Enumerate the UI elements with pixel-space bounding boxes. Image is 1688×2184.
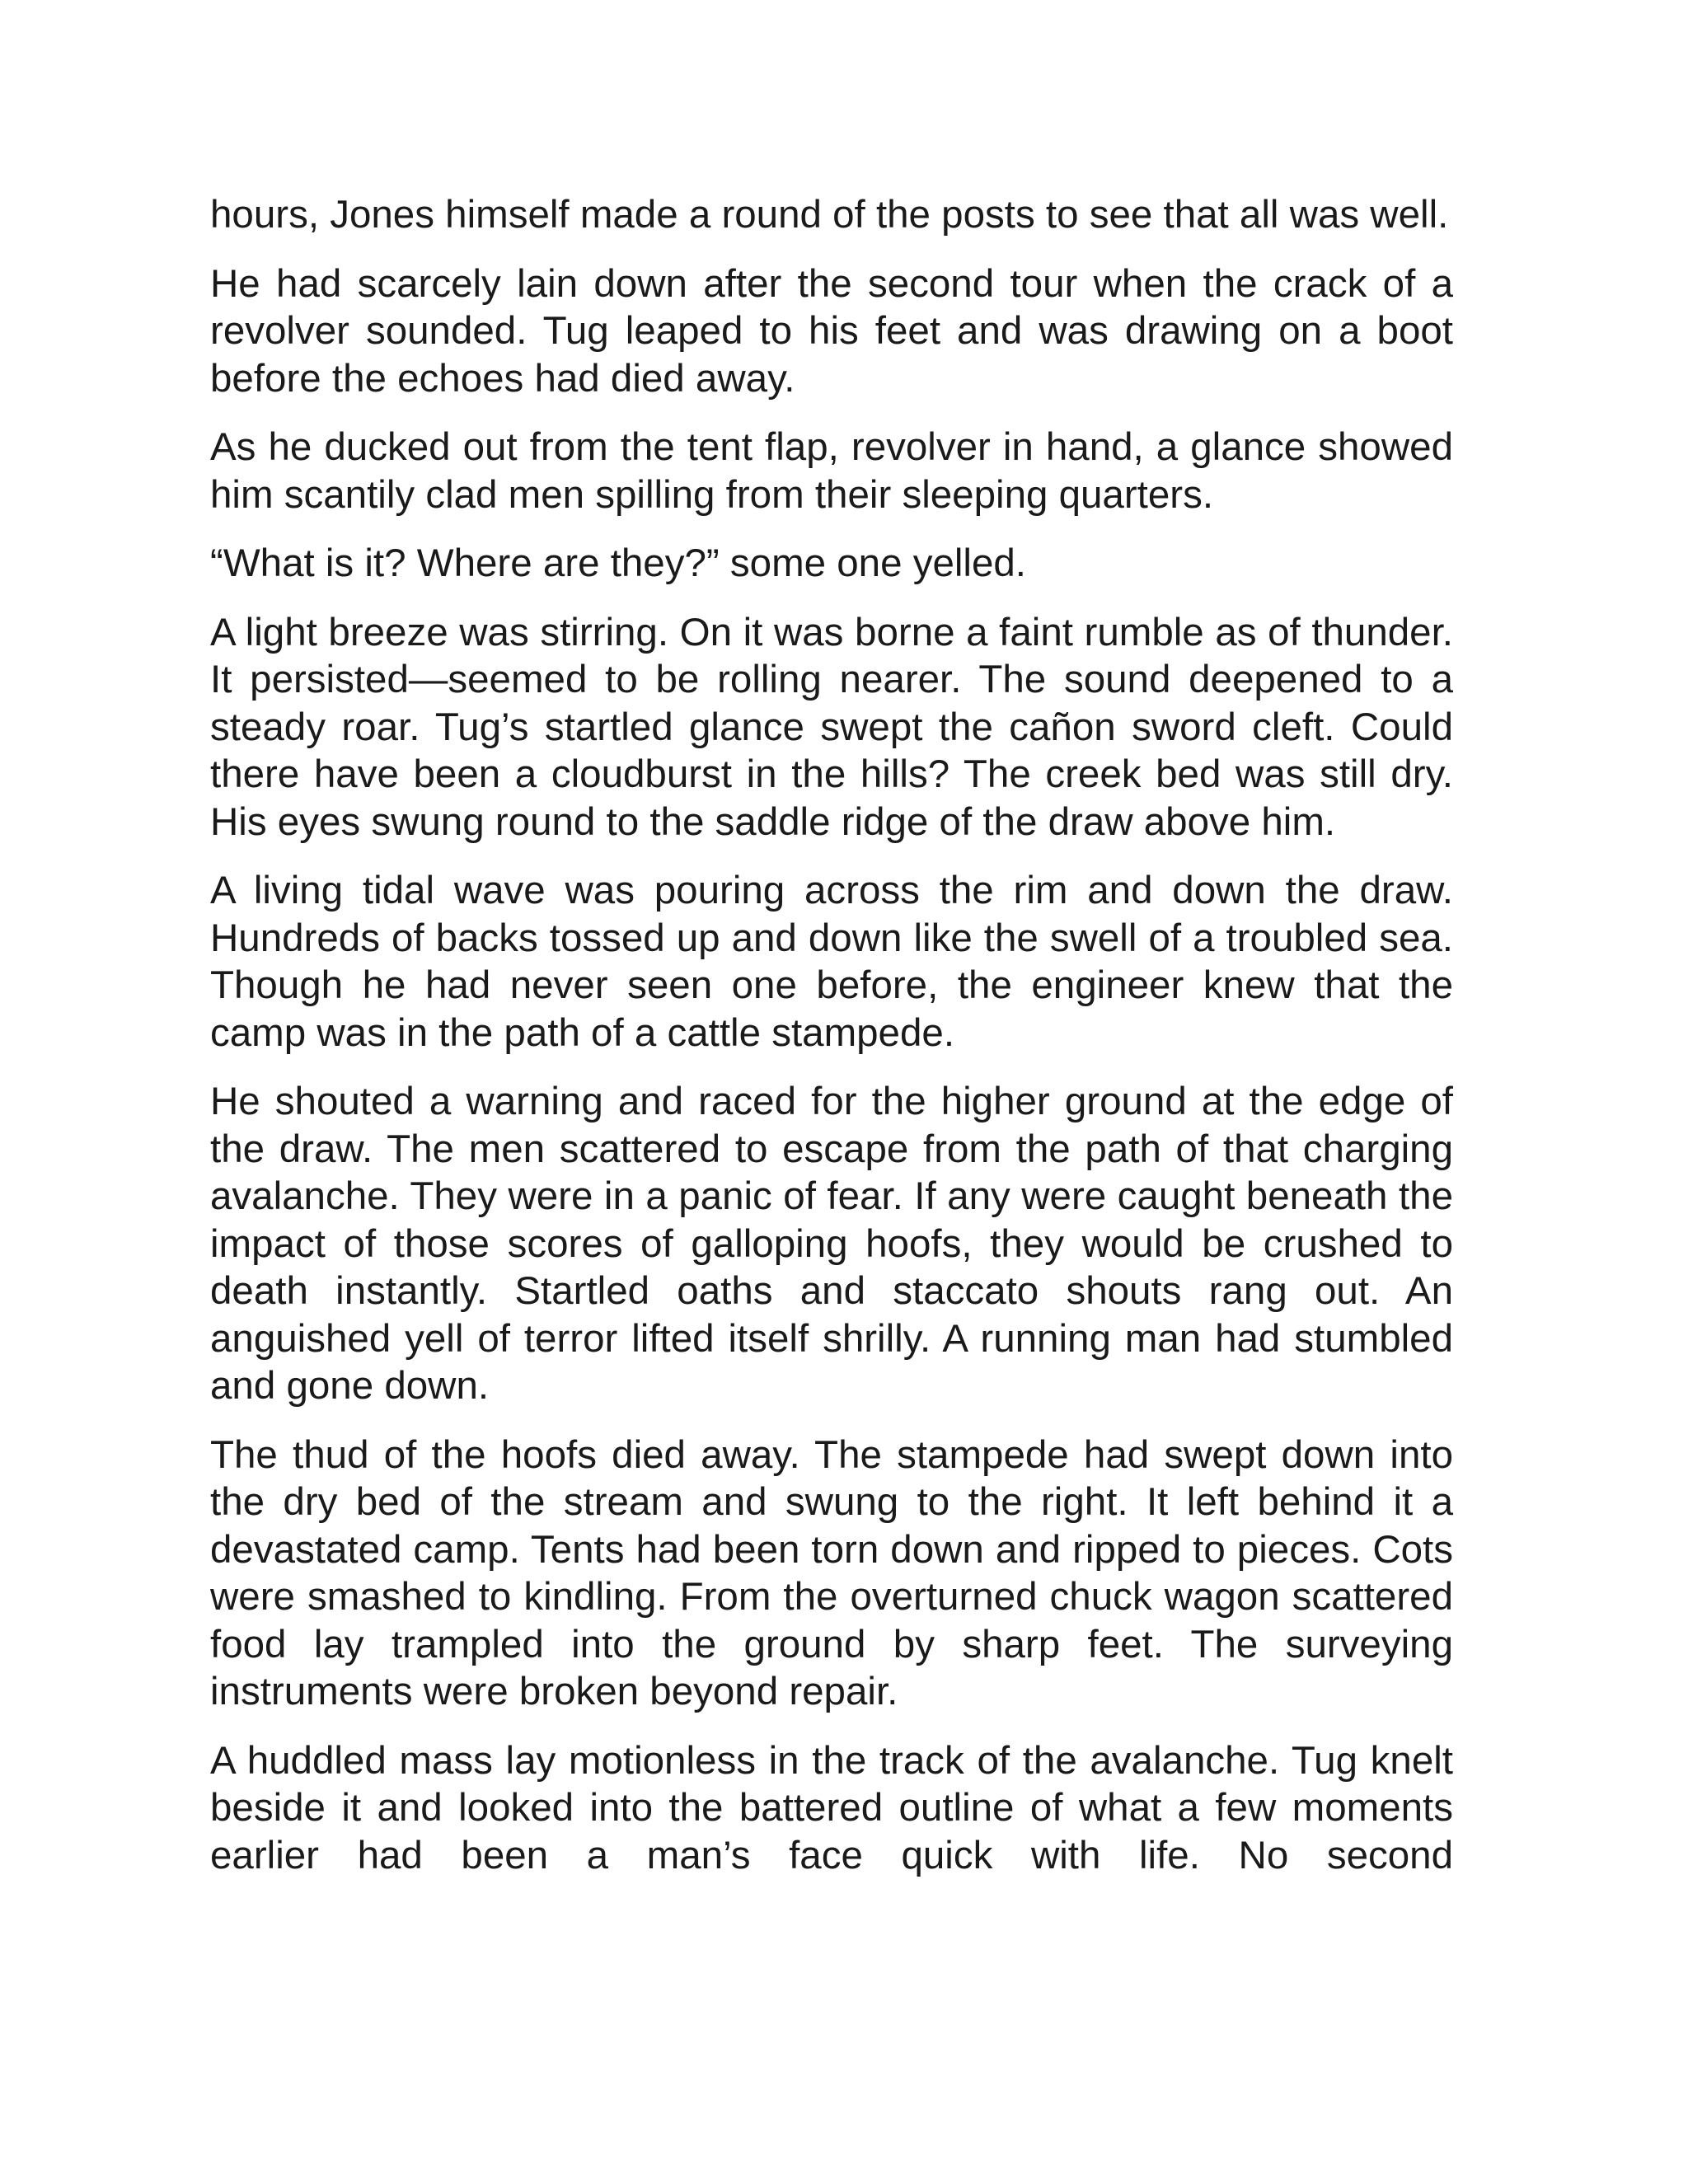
paragraph-1: hours, Jones himself made a round of the posts to see that all was well.	[210, 193, 1449, 237]
paragraph-2: He had scarcely lain down after the second tour when the crack of a revolver sounded. Tug leaped to his feet and was drawing on a boot before the echoes had died away.	[210, 261, 1453, 401]
paragraph-9: A huddled mass lay motionless in the track of the avalanche. Tug knelt beside it and looked into the battered outline of what a few moments earlier had been a man’s face quick with life. No second	[210, 1738, 1453, 1877]
paragraph-6: A living tidal wave was pouring across the rim and down the draw. Hundreds of backs tossed up and down like the swell of a troubled sea. Though he had never seen one before, the engineer knew that the camp was in the path of a cattle stampede.	[210, 869, 1453, 1055]
paragraph-5: A light breeze was stirring. On it was borne a faint rumble as of thunder. It persisted—seemed to be rolling nearer. The sound deepened to a steady roar. Tug’s startled glance swept the cañon sword cleft. Could there have been a cloudburst in the hills? The creek bed was still dry. His eyes swung round to the saddle ridge of the draw above him.	[210, 610, 1453, 844]
paragraph-8: The thud of the hoofs died away. The stampede had swept down into the dry bed of the stream and swung to the right. It left behind it a devastated camp. Tents had been torn down and ripped to pieces. Cots were smashed to kindling. From the overturned chuck wagon scattered food lay trampled into the ground by sharp feet. The surveying instruments were broken beyond repair.	[210, 1432, 1453, 1713]
body-text	[210, 191, 1453, 1900]
paragraph-7: He shouted a warning and raced for the higher ground at the edge of the draw. The men scattered to escape from the path of that charging avalanche. They were in a panic of fear. If any were caught beneath the impact of those scores of galloping hoofs, they would be crushed to death instantly. Startled oaths and staccato shouts rang out. An anguished yell of terror lifted itself shrilly. A running man had stumbled and gone down.	[210, 1080, 1453, 1408]
paragraph-3: As he ducked out from the tent flap, revolver in hand, a glance showed him scantily clad men spilling from their sleeping quarters.	[210, 425, 1453, 517]
paragraph-4: “What is it? Where are they?” some one yelled.	[210, 541, 1027, 585]
